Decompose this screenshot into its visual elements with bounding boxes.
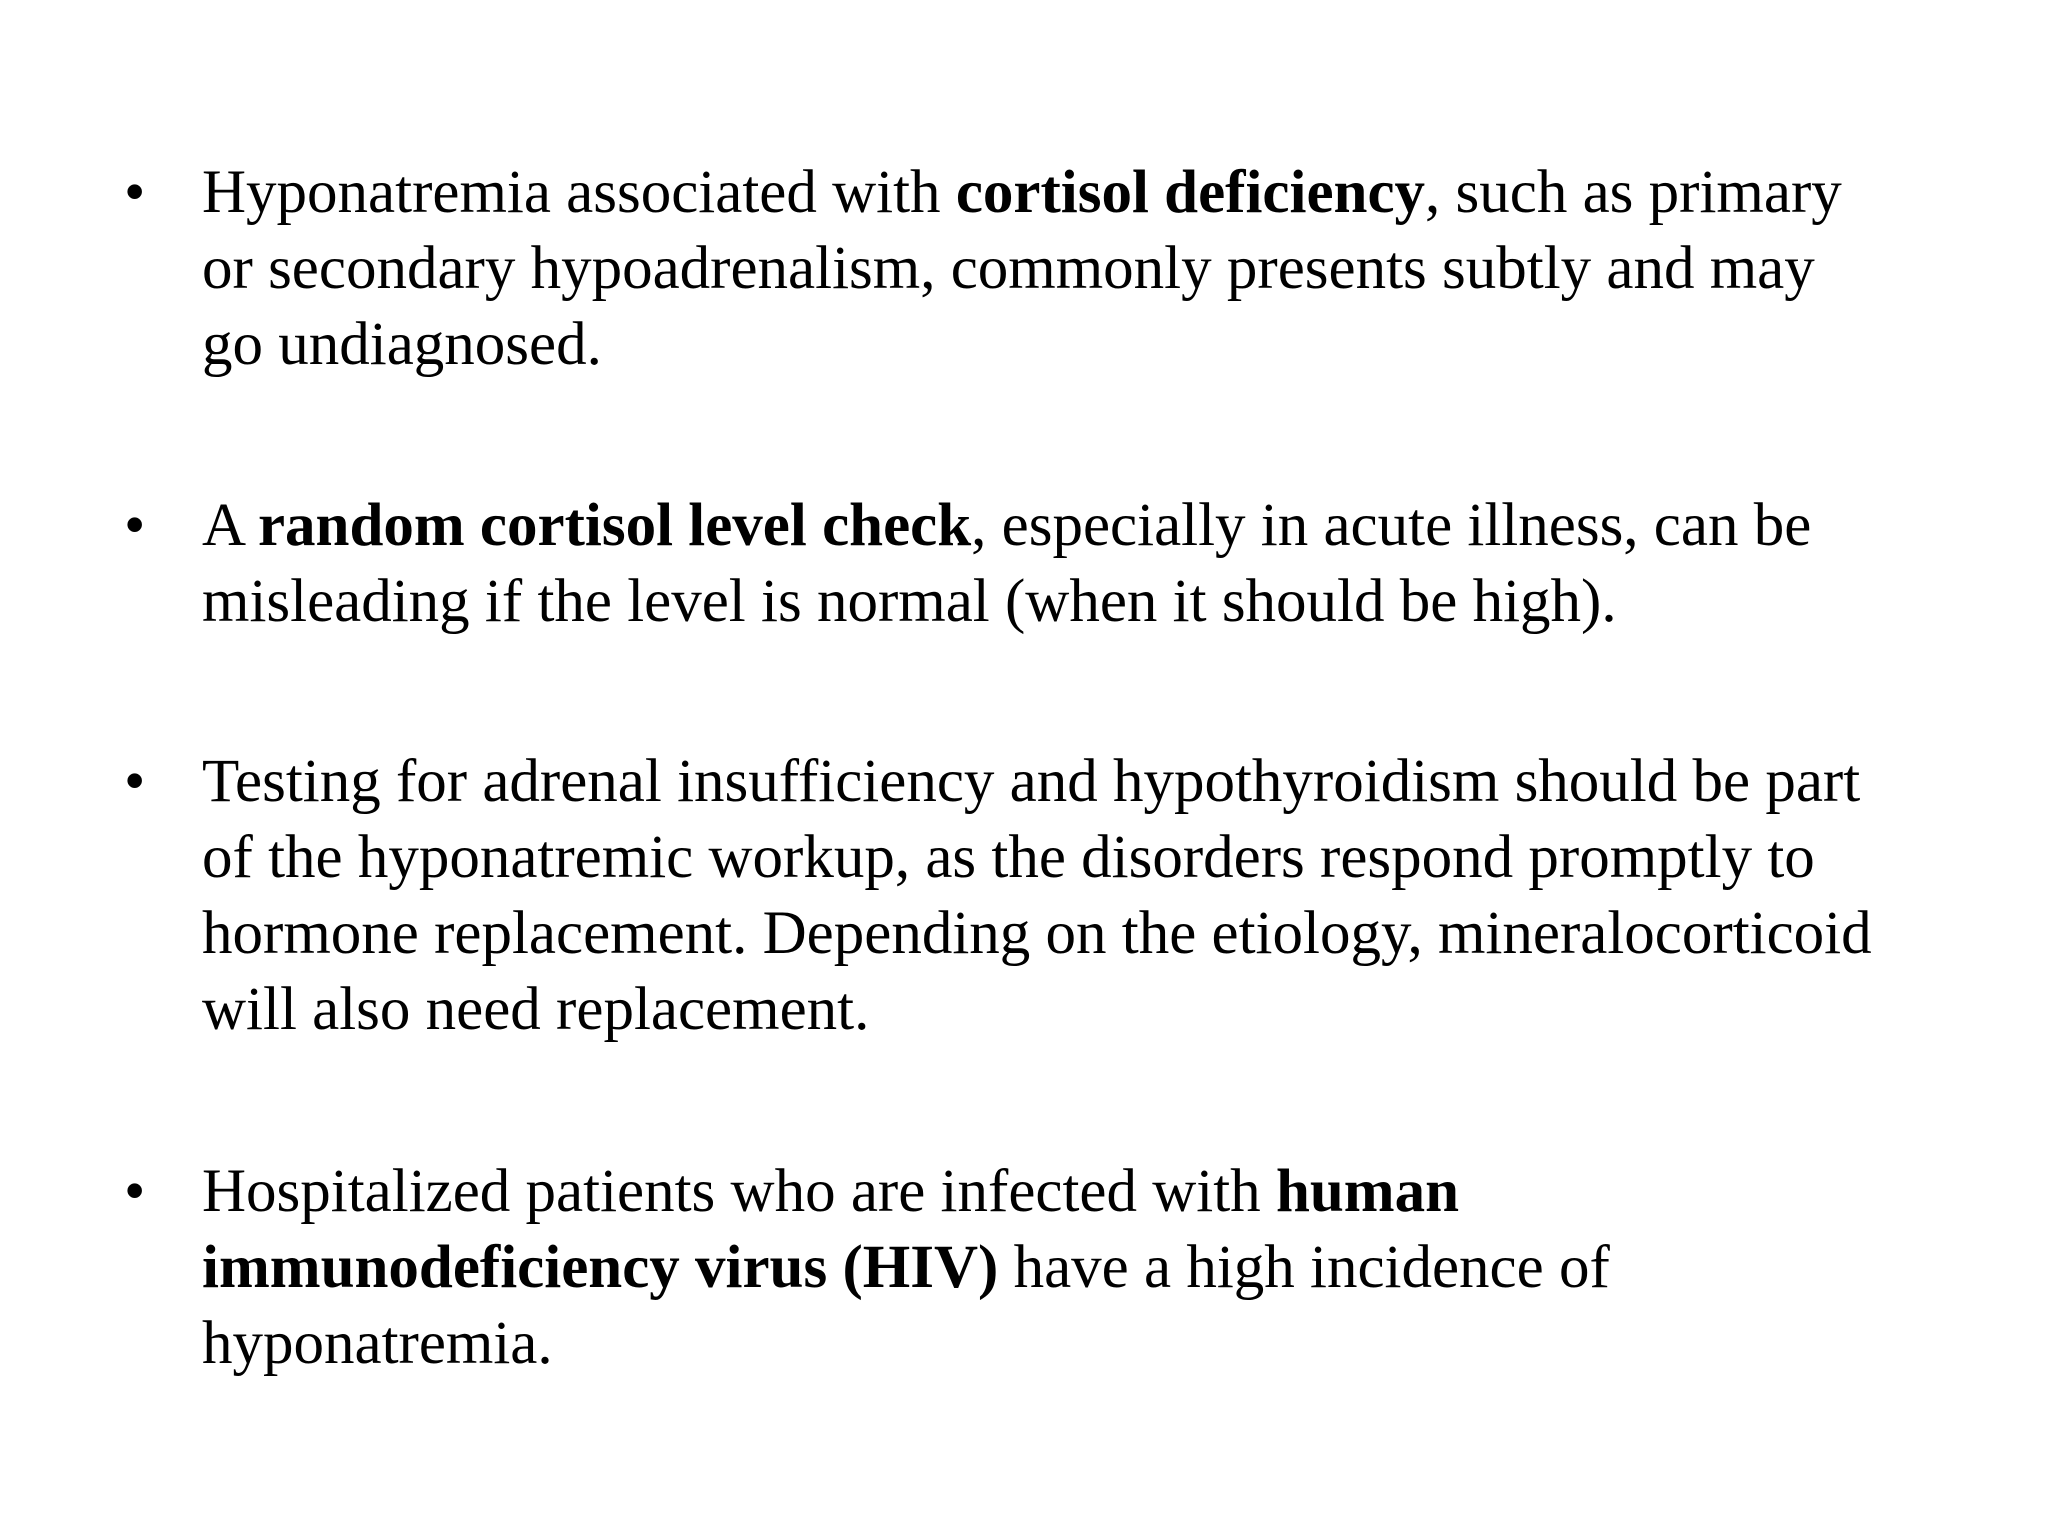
text-segment: , especially in acute illness, can be [971, 492, 1812, 559]
bullet-item-hiv-hyponatremia [124, 1154, 1962, 1382]
text-segment: Hyponatremia associated with [202, 159, 956, 226]
bullet-text [202, 748, 1872, 1043]
text-segment: hyponatremia. [202, 1310, 553, 1377]
bullet-text [202, 492, 1811, 635]
bullet-item-cortisol-deficiency [124, 155, 1962, 383]
text-segment: misleading if the level is normal (when it should be high). [202, 568, 1617, 635]
text-segment: A [202, 492, 258, 559]
bullet-icon: • [124, 492, 146, 559]
text-segment: Hospitalized patients who are infected with [202, 1158, 1276, 1225]
bullet-icon: • [124, 748, 146, 815]
text-segment: hormone replacement. Depending on the etiology, mineralocorticoid [202, 900, 1872, 967]
text-segment: will also need replacement. [202, 976, 870, 1043]
bullet-icon: • [124, 1158, 146, 1225]
text-segment: Testing for adrenal insufficiency and hypothyroidism should be part [202, 748, 1861, 815]
text-segment: go undiagnosed. [202, 311, 602, 378]
bullet-item-random-cortisol-check [124, 488, 1962, 640]
bullet-icon: • [124, 159, 146, 226]
text-segment: of the hyponatremic workup, as the disorders respond promptly to [202, 824, 1815, 891]
bold-term-human: human [1275, 1158, 1460, 1225]
bullet-item-testing-adrenal-hypothyroidism [124, 744, 1962, 1048]
text-segment: have a high incidence of [998, 1234, 1610, 1301]
text-segment: , such as primary [1425, 159, 1842, 226]
bullet-text [202, 1158, 1610, 1377]
bold-term-immunodeficiency-virus: immunodeficiency virus (HIV) [202, 1234, 999, 1301]
bold-term-random-cortisol-level-check: random cortisol level check [257, 492, 972, 559]
text-segment: or secondary hypoadrenalism, commonly presents subtly and may [202, 235, 1815, 302]
bold-term-cortisol-deficiency: cortisol deficiency [955, 159, 1426, 226]
bullet-text [202, 159, 1842, 378]
